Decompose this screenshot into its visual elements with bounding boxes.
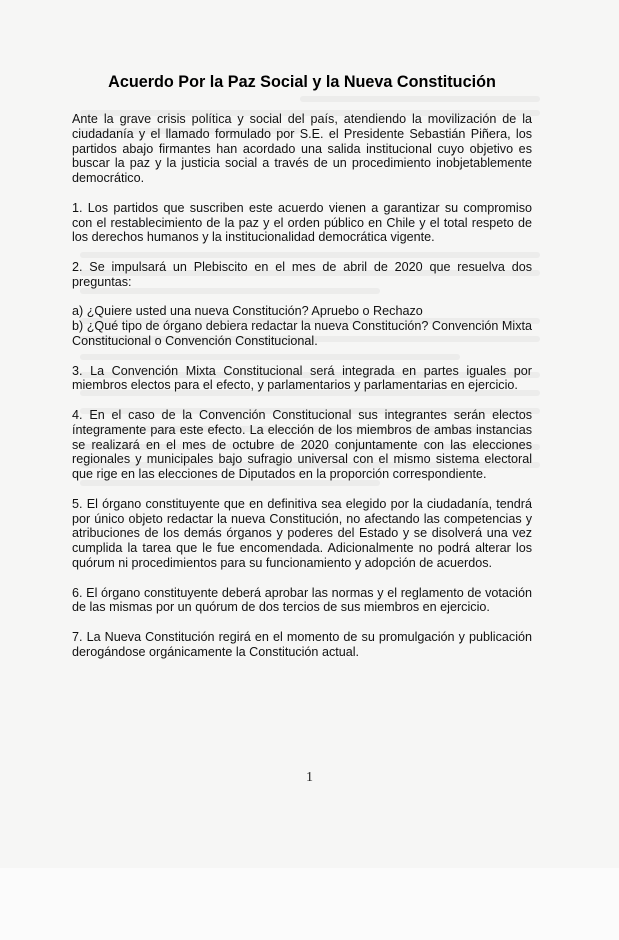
intro-paragraph: Ante la grave crisis política y social del país, atendiendo la movilización de la ciudadanía y el llamado formulado por S.E. el Presidente Sebastián Piñera, los partidos abajo firmantes han acordado una salida institucional cuyo objetivo es buscar la paz y la justicia social a través de un procedimiento inobjetablemente democrático. — [72, 112, 532, 186]
point-5: 5. El órgano constituyente que en definitiva sea elegido por la ciudadanía, tendrá por único objeto redactar la nueva Constitución, no afectando las competencias y atribuciones de los demás órganos y poderes del Estado y se disolverá una vez cumplida la tarea que le fue encomendada. Adicionalmente no podrá alterar los quórum ni procedimientos para su funcionamiento y adopción de acuerdos. — [72, 496, 532, 570]
point-2: 2. Se impulsará un Plebiscito en el mes de abril de 2020 que resuelva dos preguntas: — [72, 259, 532, 289]
point-6: 6. El órgano constituyente deberá aprobar las normas y el reglamento de votación de las mismas por un quórum de dos tercios de sus miembros en ejercicio. — [72, 585, 532, 615]
point-3: 3. La Convención Mixta Constitucional será integrada en partes iguales por miembros electos para el efecto, y parlamentarios y parlamentarias en ejercicio. — [72, 363, 532, 393]
question-a: a) ¿Quiere usted una nueva Constitución? Apruebo o Rechazo — [72, 304, 423, 319]
page-bottom-margin — [0, 868, 619, 940]
question-b: b) ¿Qué tipo de órgano debiera redactar la nueva Constitución? Convención Mixta Constitucional o Convención Constitucional. — [72, 319, 532, 348]
point-7: 7. La Nueva Constitución regirá en el momento de su promulgación y publicación derogándose orgánicamente la Constitución actual. — [72, 629, 532, 659]
point-4: 4. En el caso de la Convención Constitucional sus integrantes serán electos íntegramente para este efecto. La elección de los miembros de ambas instancias se realizará en el mes de octubre de 2020 conjuntamente con las elecciones regionales y municipales bajo sufragio universal con el mismo sistema electoral que rige en las elecciones de Diputados en la proporción correspondiente. — [72, 407, 532, 482]
document-body — [72, 72, 532, 674]
document-title: Acuerdo Por la Paz Social y la Nueva Constitución — [108, 73, 496, 91]
page-number: 1 — [306, 770, 313, 785]
point-1: 1. Los partidos que suscriben este acuerdo vienen a garantizar su compromiso con el restablecimiento de la paz y el orden público en Chile y el total respeto de los derechos humanos y la institucionalidad democrática vigente. — [72, 200, 532, 245]
